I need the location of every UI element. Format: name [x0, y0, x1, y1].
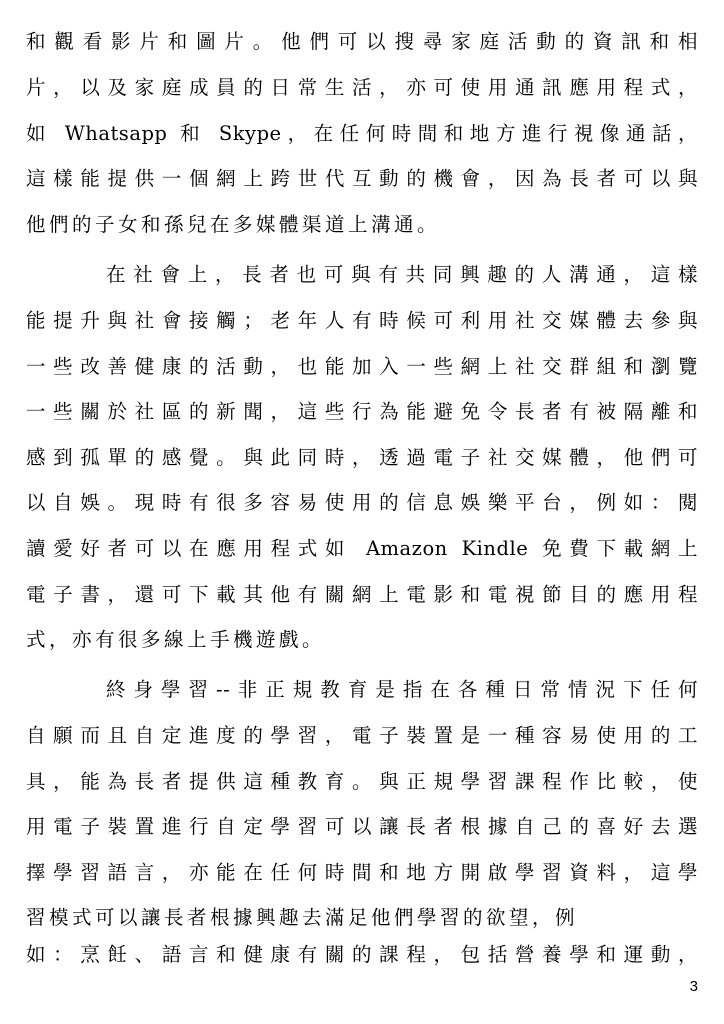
text-line: 在社會上，長者也可與有共同興趣的人溝通，這樣	[106, 263, 698, 286]
text-line: 他們的子女和孫兒在多媒體渠道上溝通。	[26, 213, 441, 236]
text-line: 具，能為長者提供這種教育。與正規學習課程作比較，使	[26, 770, 698, 793]
text-line: 自願而且自定進度的學習，電子裝置是一種容易使用的工	[26, 724, 698, 747]
text-line: 用電子裝置進行自定學習可以讓長者根據自己的喜好去選	[26, 815, 698, 838]
text-line: 片，以及家庭成員的日常生活，亦可使用通訊應用程式，	[26, 76, 698, 99]
text-line: 和觀看影片和圖片。他們可以搜尋家庭活動的資訊和相	[26, 30, 698, 53]
text-line: 以自娛。現時有很多容易使用的信息娛樂平台，例如：閱	[26, 491, 698, 514]
text-line: 一些改善健康的活動，也能加入一些網上社交群組和瀏覽	[26, 355, 698, 378]
text-line: 感到孤單的感覺。與此同時，透過電子社交媒體，他們可	[26, 446, 698, 469]
text-line: 讀愛好者可以在應用程式如 Amazon Kindle 免費下載網上	[26, 537, 698, 560]
text-line: 習模式可以讓長者根據興趣去滿足他們學習的欲望，例	[26, 906, 579, 929]
text-line: 能提升與社會接觸；老年人有時候可利用社交媒體去參與	[26, 309, 698, 332]
text-line: 如：烹飪、語言和健康有關的課程，包括營養學和運動，	[26, 943, 698, 966]
text-line: 式，亦有很多線上手機遊戲。	[26, 628, 326, 651]
text-line: 這樣能提供一個網上跨世代互動的機會，因為長者可以與	[26, 167, 698, 190]
text-line: 一些關於社區的新聞，這些行為能避免令長者有被隔離和	[26, 400, 698, 423]
text-line: 如 Whatsapp 和 Skype，在任何時間和地方進行視像通話，	[26, 122, 698, 145]
page-number: 3	[689, 978, 698, 995]
text-line: 終身學習--非正規教育是指在各種日常情況下任何	[106, 678, 698, 701]
text-line: 電子書，還可下載其他有關網上電影和電視節目的應用程	[26, 583, 698, 606]
text-line: 擇學習語言，亦能在任何時間和地方開啟學習資料，這學	[26, 861, 698, 884]
